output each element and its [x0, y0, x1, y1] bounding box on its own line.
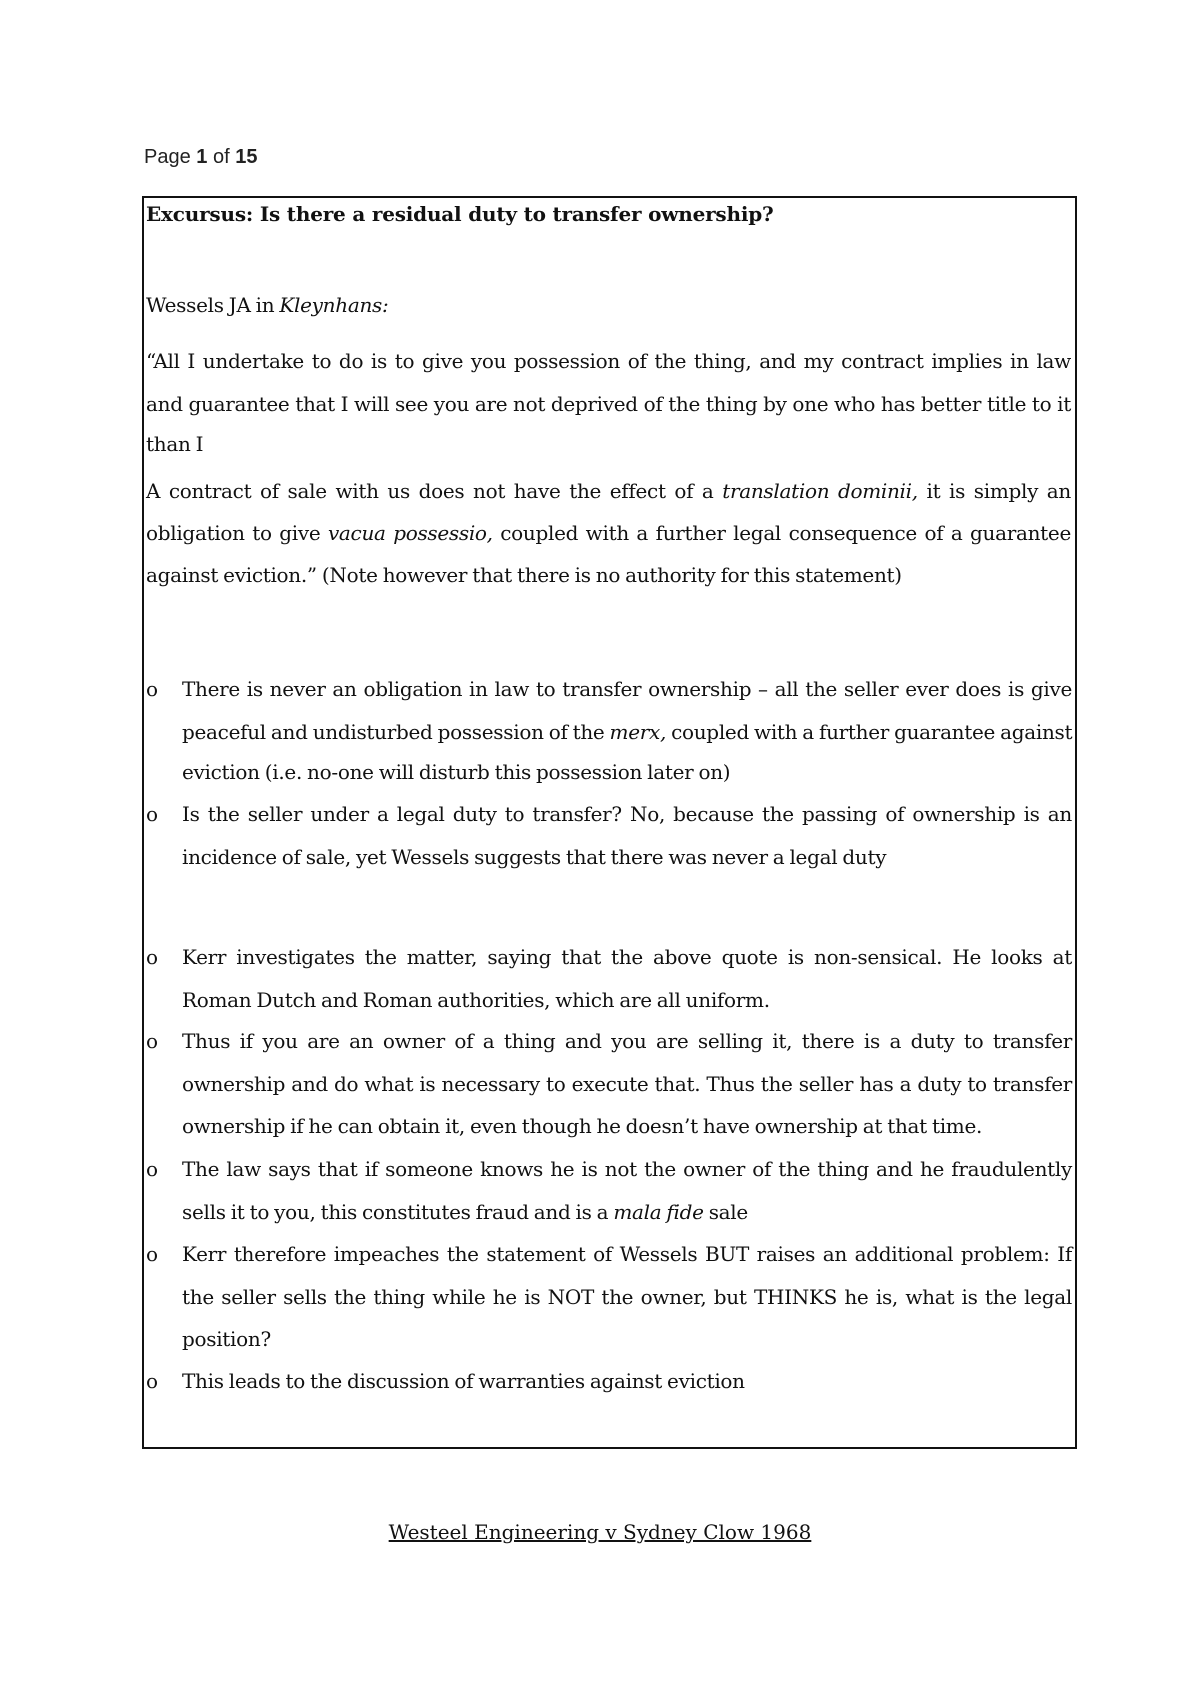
b3-line1: Kerr investigates the matter, saying that the above quote is non-sensical. He looks at	[182, 945, 1072, 969]
bullet-marker: o	[146, 802, 159, 826]
b7-line1: This leads to the discussion of warranties against eviction	[182, 1369, 745, 1393]
b1-l2-b: coupled with a further guarantee against	[666, 720, 1073, 744]
b1-line1: There is never an obligation in law to transfer ownership – all the seller ever does is give	[182, 677, 1072, 701]
quote2-l1-em: translation dominii,	[722, 479, 918, 503]
bullet-marker: o	[146, 677, 159, 701]
b1-l2-a: peaceful and undisturbed possession of the	[182, 720, 610, 744]
quote2-l1-a: A contract of sale with us does not have the effect of a	[146, 479, 723, 503]
b1-l2-em: merx,	[609, 720, 667, 744]
page-total: 15	[235, 146, 258, 168]
b5-l2-b: sale	[703, 1200, 748, 1224]
quote2-line1	[146, 470, 1071, 513]
b4-line3: ownership if he can obtain it, even though he doesn’t have ownership at that time.	[182, 1114, 983, 1138]
excursus-title: Excursus: Is there a residual duty to transfer ownership?	[146, 202, 774, 226]
quote2-line2	[146, 512, 1071, 555]
bullet-marker: o	[146, 1157, 159, 1181]
quote1-line2: and guarantee that I will see you are not deprived of the thing by one who has better title to it	[146, 392, 1071, 416]
bullet-marker: o	[146, 1242, 159, 1266]
b5-line2	[182, 1191, 1072, 1234]
quote2-line3: against eviction.” (Note however that there is no authority for this statement)	[146, 563, 902, 587]
b5-l2-em: mala fide	[613, 1200, 704, 1224]
excursus-box	[142, 196, 1077, 1449]
b6-line3: position?	[182, 1327, 271, 1351]
b4-line2: ownership and do what is necessary to execute that. Thus the seller has a duty to transfer	[182, 1072, 1072, 1096]
quote2-l1-b: it is simply an	[917, 479, 1071, 503]
bullet-marker: o	[146, 945, 159, 969]
attribution	[146, 284, 388, 327]
b5-l2-a: sells it to you, this constitutes fraud and is a	[182, 1200, 614, 1224]
bullet-marker: o	[146, 1369, 159, 1393]
case-heading: Westeel Engineering v Sydney Clow 1968	[388, 1520, 812, 1544]
b3-line2: Roman Dutch and Roman authorities, which are all uniform.	[182, 988, 770, 1012]
b4-line1: Thus if you are an owner of a thing and you are selling it, there is a duty to transfer	[182, 1029, 1072, 1053]
quote1-line1: “All I undertake to do is to give you possession of the thing, and my contract implies in law	[146, 349, 1071, 373]
page-indicator	[144, 146, 257, 169]
page-prefix: Page	[144, 146, 191, 168]
quote2-l2-b: coupled with a further legal consequence of a guarantee	[492, 521, 1071, 545]
page-current: 1	[196, 146, 208, 168]
b1-line2	[182, 711, 1072, 754]
b6-line1: Kerr therefore impeaches the statement of Wessels BUT raises an additional problem: If	[182, 1242, 1072, 1266]
quote1-line3: than I	[146, 432, 204, 456]
page-of-label: of	[212, 146, 230, 168]
b5-line1: The law says that if someone knows he is not the owner of the thing and he fraudulently	[182, 1157, 1072, 1181]
b1-line3: eviction (i.e. no-one will disturb this possession later on)	[182, 760, 731, 784]
b2-line1: Is the seller under a legal duty to transfer? No, because the passing of ownership is an	[182, 802, 1072, 826]
attribution-prefix: Wessels JA in	[146, 293, 280, 317]
b6-line2: the seller sells the thing while he is NOT the owner, but THINKS he is, what is the legal	[182, 1285, 1072, 1309]
quote2-l2-a: obligation to give	[146, 521, 328, 545]
b2-line2: incidence of sale, yet Wessels suggests that there was never a legal duty	[182, 845, 887, 869]
bullet-marker: o	[146, 1029, 159, 1053]
quote2-l2-em: vacua possessio,	[327, 521, 493, 545]
attribution-case: Kleynhans:	[279, 293, 389, 317]
